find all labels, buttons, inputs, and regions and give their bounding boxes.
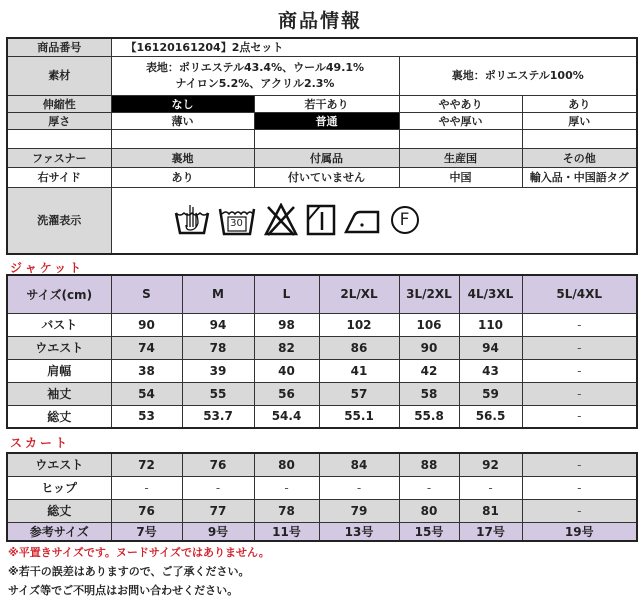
cell: - [522, 405, 637, 428]
cell: 78 [254, 499, 319, 522]
product-number-label: 商品番号 [7, 38, 111, 56]
cell: - [111, 476, 182, 499]
row-label: 総丈 [7, 499, 111, 522]
line-dry-shade-icon [306, 204, 336, 236]
row-label: 肩幅 [7, 359, 111, 382]
material-outer-line1: 表地：ポリエステル43.4%、ウール49.1% [145, 60, 365, 74]
origin-header: 生産国 [399, 148, 522, 167]
cell: - [522, 313, 637, 336]
table-row [7, 499, 637, 522]
stretch-option-none: なし [111, 95, 254, 112]
thickness-option-normal: 普通 [254, 112, 399, 129]
cell: 76 [182, 453, 254, 476]
no-bleach-icon [264, 203, 298, 237]
cell: 19号 [522, 522, 637, 541]
cell: 40 [254, 359, 319, 382]
cell: 13号 [319, 522, 399, 541]
cell: 81 [459, 499, 522, 522]
cell: 88 [399, 453, 459, 476]
row-label: ヒップ [7, 476, 111, 499]
cell: 55.8 [399, 405, 459, 428]
product-number-row [7, 38, 637, 56]
features-header-row [7, 148, 637, 167]
cell: 55 [182, 382, 254, 405]
hand-wash-icon [174, 203, 210, 237]
stretch-label: 伸縮性 [7, 95, 111, 112]
cell: 17号 [459, 522, 522, 541]
care-label: 洗濯表示 [7, 187, 111, 254]
cell: 92 [459, 453, 522, 476]
row-label: ウエスト [7, 336, 111, 359]
size-l-header: L [254, 275, 319, 313]
size-2l-header: 2L/XL [319, 275, 399, 313]
accessories-header: 付属品 [254, 148, 399, 167]
note-contact: サイズ等でご不明点はお問い合わせください。 [8, 584, 239, 597]
cell: 98 [254, 313, 319, 336]
row-label: 袖丈 [7, 382, 111, 405]
cell: 38 [111, 359, 182, 382]
zipper-header: ファスナー [7, 148, 111, 167]
size-m-header: M [182, 275, 254, 313]
cell: 59 [459, 382, 522, 405]
cell: 74 [111, 336, 182, 359]
cell: - [522, 476, 637, 499]
cell: 54.4 [254, 405, 319, 428]
iron-low-icon [344, 206, 382, 234]
size-s-header: S [111, 275, 182, 313]
thickness-option-thin: 薄い [111, 112, 254, 129]
cell: 90 [399, 336, 459, 359]
zipper-value: 右サイド [7, 167, 111, 187]
size-4l-header: 4L/3XL [459, 275, 522, 313]
size-header: サイズ(cm) [7, 275, 111, 313]
care-row [7, 187, 637, 254]
page-title: 商品情報 [277, 10, 362, 32]
cell: - [319, 476, 399, 499]
cell: 57 [319, 382, 399, 405]
cell: 90 [111, 313, 182, 336]
row-label: 総丈 [7, 405, 111, 428]
blank-cell [111, 129, 254, 148]
material-row [7, 56, 637, 95]
cell: 72 [111, 453, 182, 476]
cell: 77 [182, 499, 254, 522]
cell: 80 [399, 499, 459, 522]
cell: 41 [319, 359, 399, 382]
size-5l-header: 5L/4XL [522, 275, 637, 313]
blank-cell [522, 129, 637, 148]
stretch-option-slight: 若干あり [254, 95, 399, 112]
row-label: ウエスト [7, 453, 111, 476]
reference-size-row [7, 522, 637, 541]
cell: 56 [254, 382, 319, 405]
thickness-label: 厚さ [7, 112, 111, 129]
care-icons-cell [111, 187, 637, 254]
cell: 82 [254, 336, 319, 359]
jacket-section-label: ジャケット [10, 261, 85, 275]
cell: - [182, 476, 254, 499]
table-row [7, 336, 637, 359]
origin-value: 中国 [399, 167, 522, 187]
table-row [7, 476, 637, 499]
cell: 54 [111, 382, 182, 405]
blank-cell [254, 129, 399, 148]
product-number-value: 【16120161204】2点セット [111, 38, 637, 56]
wash-30-icon [218, 203, 256, 237]
cell: 53 [111, 405, 182, 428]
cell: 58 [399, 382, 459, 405]
table-row [7, 359, 637, 382]
features-value-row [7, 167, 637, 187]
accessories-value: 付いていません [254, 167, 399, 187]
material-lining: 裏地：ポリエステル100% [399, 56, 637, 95]
row-label: 参考サイズ [7, 522, 111, 541]
lining-header: 裏地 [111, 148, 254, 167]
stretch-row [7, 95, 637, 112]
cell: 84 [319, 453, 399, 476]
product-info-table [6, 37, 638, 255]
cell: 94 [459, 336, 522, 359]
material-label: 素材 [7, 56, 111, 95]
row-label: バスト [7, 313, 111, 336]
thickness-option-somewhat-thick: やや厚い [399, 112, 522, 129]
table-row [7, 453, 637, 476]
cell: 11号 [254, 522, 319, 541]
cell: - [399, 476, 459, 499]
note-flat-size: ※平置きサイズです。ヌードサイズではありません。 [8, 546, 270, 559]
cell: 53.7 [182, 405, 254, 428]
table-row [7, 313, 637, 336]
cell: 110 [459, 313, 522, 336]
cell: - [522, 499, 637, 522]
other-header: その他 [522, 148, 637, 167]
cell: 9号 [182, 522, 254, 541]
notes [8, 543, 270, 600]
note-tolerance: ※若干の誤差はありますので、ご了承ください。 [8, 565, 250, 578]
cell: 106 [399, 313, 459, 336]
skirt-size-table [6, 452, 638, 542]
cell: 80 [254, 453, 319, 476]
cell: 55.1 [319, 405, 399, 428]
stretch-option-yes: あり [522, 95, 637, 112]
table-row [7, 382, 637, 405]
thickness-option-thick: 厚い [522, 112, 637, 129]
cell: - [459, 476, 522, 499]
cell: 15号 [399, 522, 459, 541]
blank-row [7, 129, 637, 148]
cell: - [522, 453, 637, 476]
cell: - [522, 382, 637, 405]
material-outer [111, 56, 399, 95]
jacket-header-row [7, 275, 637, 313]
material-outer-line2: ナイロン5.2%、アクリル2.3% [175, 76, 335, 90]
cell: 79 [319, 499, 399, 522]
cell: 78 [182, 336, 254, 359]
size-3l-header: 3L/2XL [399, 275, 459, 313]
cell: 39 [182, 359, 254, 382]
blank-cell [399, 129, 522, 148]
cell: - [254, 476, 319, 499]
cell: 76 [111, 499, 182, 522]
cell: 43 [459, 359, 522, 382]
cell: 102 [319, 313, 399, 336]
other-value: 輸入品・中国語タグ [522, 167, 637, 187]
lining-value: あり [111, 167, 254, 187]
cell: 86 [319, 336, 399, 359]
stretch-option-some: ややあり [399, 95, 522, 112]
jacket-size-table [6, 274, 638, 429]
skirt-section-label: スカート [10, 436, 71, 450]
cell: - [522, 359, 637, 382]
cell: 56.5 [459, 405, 522, 428]
table-row [7, 405, 637, 428]
blank-cell [7, 129, 111, 148]
cell: 42 [399, 359, 459, 382]
care-icons [114, 203, 635, 237]
thickness-row [7, 112, 637, 129]
cell: - [522, 336, 637, 359]
dry-clean-letter: F [399, 210, 410, 231]
cell: 94 [182, 313, 254, 336]
wash-temp: 30 [230, 218, 243, 230]
dry-clean-f-icon [390, 205, 420, 235]
cell: 7号 [111, 522, 182, 541]
